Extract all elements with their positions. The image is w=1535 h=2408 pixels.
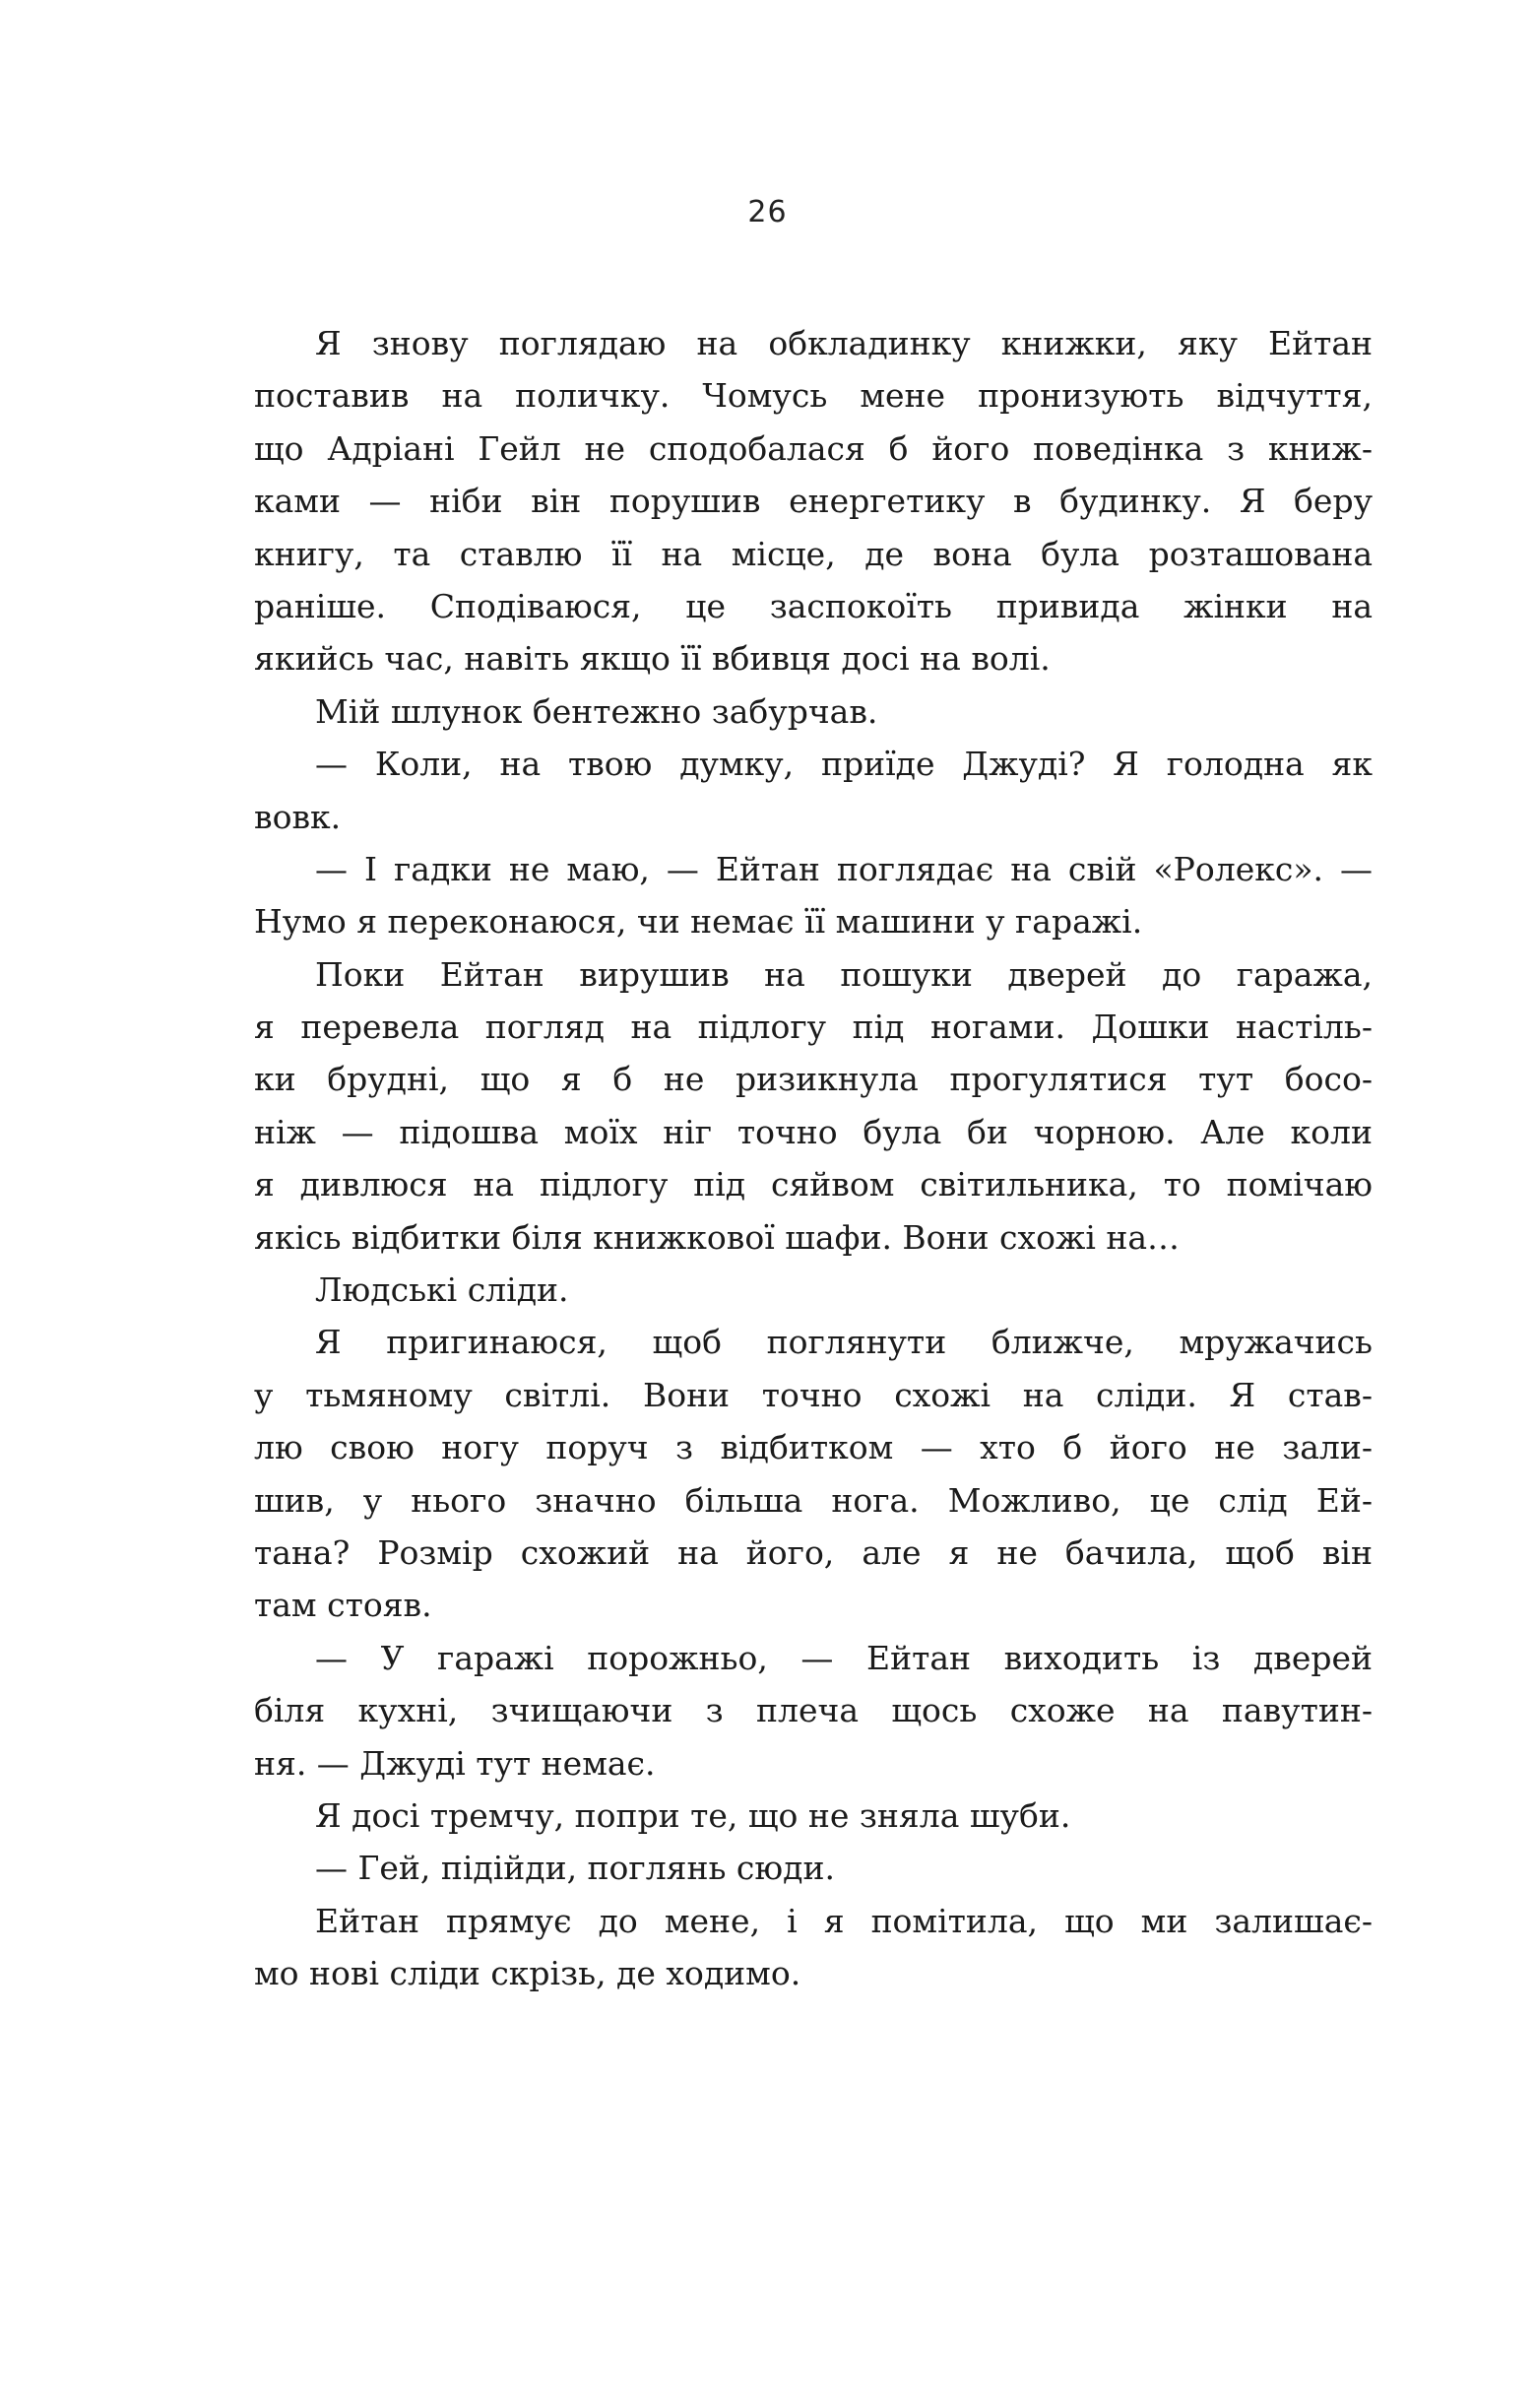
body-text xyxy=(254,317,1373,2000)
text-line: вовк. xyxy=(254,797,342,836)
text-line: ки брудні, що я б не ризикнула прогулятися тут босо- xyxy=(254,1060,1373,1099)
text-line: ніж — підошва моїх ніг точно була би чорною. Але коли xyxy=(254,1112,1373,1151)
text-line: — Коли, на твою думку, приїде Джуді? Я голодна як xyxy=(315,745,1373,784)
text-line: Поки Ейтан вирушив на пошуки дверей до гаража, xyxy=(315,954,1373,994)
text-line: книгу, та ставлю її на місце, де вона була розташована xyxy=(254,534,1373,573)
text-line: Ейтан прямує до мене, і я помітила, що ми залишає- xyxy=(315,1901,1373,1940)
text-line: Я пригинаюся, щоб поглянути ближче, мружачись xyxy=(315,1323,1373,1362)
text-line: Людські сліди. xyxy=(315,1270,569,1310)
page-number: 26 xyxy=(747,195,788,229)
text-line: раніше. Сподіваюся, це заспокоїть привида жінки на xyxy=(254,586,1373,625)
text-line: Мій шлунок бентежно забурчав. xyxy=(315,691,878,731)
text-line: там стояв. xyxy=(254,1586,432,1625)
text-line: Нумо я переконаюся, чи немає її машини у гаражі. xyxy=(254,902,1143,942)
text-line: — У гаражі порожньо, — Ейтан виходить із дверей xyxy=(315,1638,1373,1677)
text-line: у тьмяному світлі. Вони точно схожі на сліди. Я став- xyxy=(254,1375,1373,1414)
text-line: якісь відбитки біля книжкової шафи. Вони схожі на… xyxy=(254,1217,1181,1257)
text-line: поставив на поличку. Чомусь мене пронизують відчуття, xyxy=(254,376,1373,416)
text-line: біля кухні, зчищаючи з плеча щось схоже на павутин- xyxy=(254,1691,1373,1730)
text-line: — І гадки не маю, — Ейтан поглядає на свій «Ролекс». — xyxy=(315,849,1373,888)
text-line: Я знову поглядаю на обкладинку книжки, яку Ейтан xyxy=(315,324,1373,362)
text-line: Я досі тремчу, попри те, що не зняла шуби. xyxy=(315,1795,1071,1835)
text-line: якийсь час, навіть якщо її вбивця досі на волі. xyxy=(254,639,1051,679)
text-line: що Адріані Гейл не сподобалася б його поведінка з книж- xyxy=(254,428,1373,468)
text-line: шив, у нього значно більша нога. Можливо, це слід Ей- xyxy=(254,1480,1373,1520)
text-line: мо нові сліди скрізь, де ходимо. xyxy=(254,1954,801,1993)
text-line: я перевела погляд на підлогу під ногами. Дошки настіль- xyxy=(254,1008,1373,1047)
text-line: лю свою ногу поруч з відбитком — хто б його не зали- xyxy=(254,1428,1373,1467)
text-line: я дивлюся на підлогу під сяйвом світильника, то помічаю xyxy=(254,1165,1373,1204)
text-line: ня. — Джуді тут немає. xyxy=(254,1743,656,1783)
text-line: — Гей, підійди, поглянь сюди. xyxy=(315,1849,835,1888)
text-line: ками — ніби він порушив енергетику в будинку. Я беру xyxy=(254,482,1373,521)
text-line: тана? Розмір схожий на його, але я не бачила, щоб він xyxy=(254,1532,1373,1572)
